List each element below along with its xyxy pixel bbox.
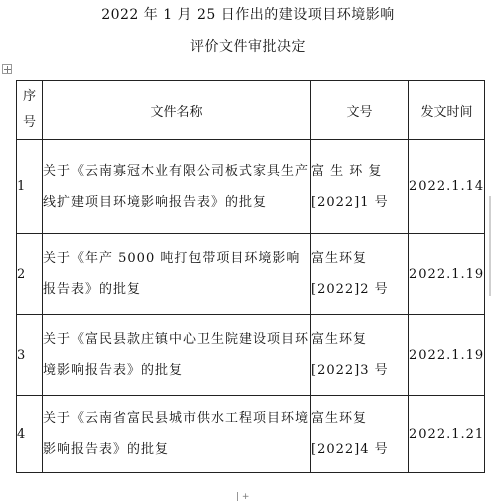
- header-date: 发文时间: [409, 81, 485, 140]
- row-doc-number: [311, 315, 409, 396]
- row-file-name: 关于《年产 5000 吨打包带项目环境影响报告表》的批复: [43, 234, 311, 315]
- row-seq: 2: [17, 234, 43, 315]
- header-docno: 文号: [311, 81, 409, 140]
- row-seq: 3: [17, 315, 43, 396]
- header-seq-line-2: 号: [22, 115, 36, 130]
- table-row: [17, 396, 485, 473]
- row-doc-number-line-1: 富生环复: [311, 411, 368, 426]
- header-name: 文件名称: [43, 81, 311, 140]
- row-date: 2022.1.14: [409, 140, 485, 234]
- row-date: 2022.1.21: [409, 396, 485, 473]
- row-date: 2022.1.19: [409, 315, 485, 396]
- document-title-line-2: 评价文件审批决定: [190, 39, 306, 55]
- row-doc-number: [311, 234, 409, 315]
- table-move-handle-icon[interactable]: [2, 64, 12, 74]
- table-row: [17, 140, 485, 234]
- row-doc-number-line-2: [2022]3 号: [311, 363, 389, 378]
- row-doc-number-line-1: 富生环复: [311, 332, 368, 347]
- row-file-name: 关于《富民县款庄镇中心卫生院建设项目环境影响报告表》的批复: [43, 315, 311, 396]
- table-footer-marks: | +: [236, 492, 250, 502]
- row-doc-number-line-2: [2022]4 号: [311, 442, 389, 457]
- row-doc-number: [311, 396, 409, 473]
- row-doc-number: [311, 140, 409, 234]
- row-doc-number-line-2: [2022]2 号: [311, 282, 389, 297]
- header-seq-line-1: 序: [22, 89, 36, 104]
- document-title-line-1: 2022 年 1 月 25 日作出的建设项目环境影响: [101, 7, 395, 23]
- row-seq: 1: [17, 140, 43, 234]
- row-seq: 4: [17, 396, 43, 473]
- row-doc-number-line-2: [2022]1 号: [311, 194, 389, 210]
- table-resize-edge[interactable]: [489, 196, 491, 296]
- table-header-row: [17, 81, 485, 140]
- table-row: [17, 234, 485, 315]
- row-doc-number-line-1: 富生环复: [311, 251, 368, 266]
- table-row: [17, 315, 485, 396]
- header-seq: [17, 81, 43, 140]
- row-file-name: 关于《云南省富民县城市供水工程项目环境影响报告表》的批复: [43, 396, 311, 473]
- row-date: 2022.1.19: [409, 234, 485, 315]
- approval-table: [16, 80, 485, 473]
- row-doc-number-line-1: 富 生 环 复: [311, 163, 383, 179]
- row-file-name: 关于《云南寡冠木业有限公司板式家具生产线扩建项目环境影响报告表》的批复: [43, 140, 311, 234]
